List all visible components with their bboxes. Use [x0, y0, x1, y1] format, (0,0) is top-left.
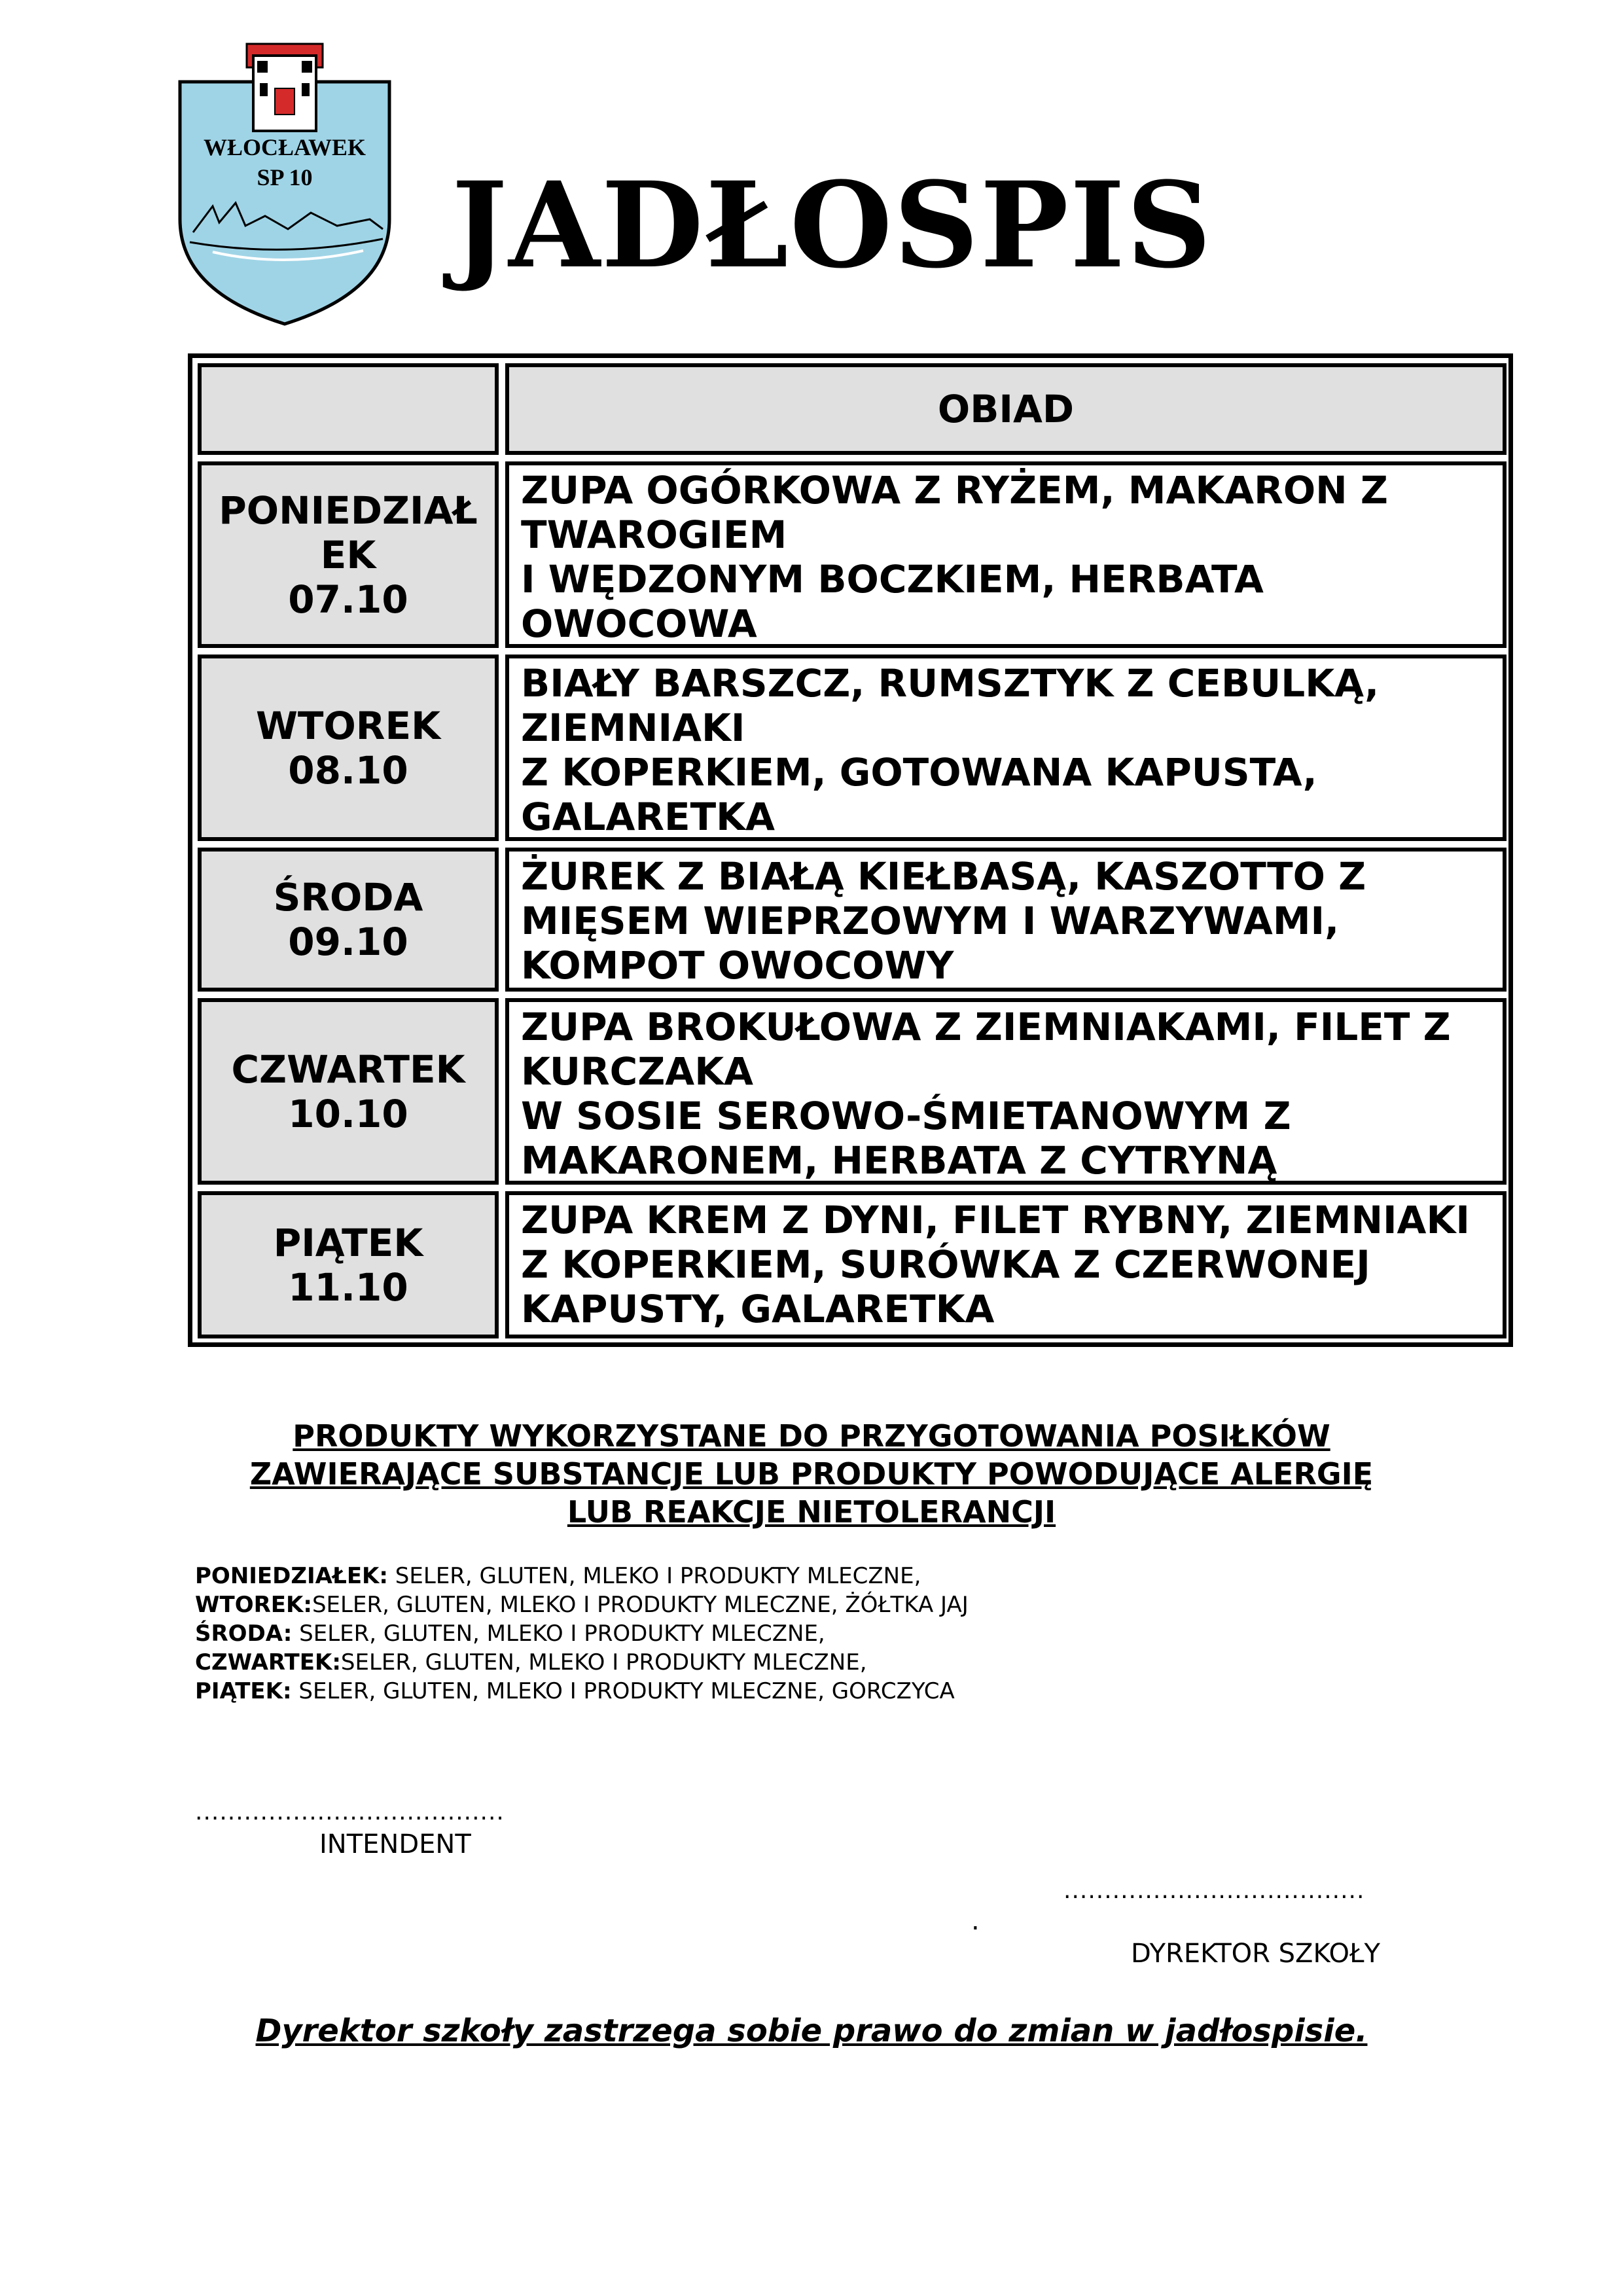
- school-coat-of-arms-logo: [173, 43, 396, 331]
- director-label: DYREKTOR SZKOŁY: [1131, 1939, 1380, 1969]
- allergen-row: [195, 1590, 969, 1619]
- allergen-day: CZWARTEK:: [195, 1649, 341, 1676]
- intendent-signature-line: ......................................: [195, 1799, 505, 1825]
- allergen-items: SELER, GLUTEN, MLEKO I PRODUKTY MLECZNE, ŻÓŁTKA JAJ: [312, 1592, 969, 1618]
- allergen-row: [195, 1677, 969, 1706]
- intendent-label: INTENDENT: [319, 1829, 471, 1859]
- day-name: ŚRODA: [273, 875, 423, 920]
- day-name: CZWARTEK: [231, 1047, 465, 1092]
- meal-line: BIAŁY BARSZCZ, RUMSZTYK Z CEBULKĄ,: [521, 661, 1380, 706]
- meal-cell-friday: [505, 1191, 1507, 1338]
- day-date: 08.10: [288, 747, 408, 793]
- meal-line: GALARETKA: [521, 795, 776, 839]
- day-date: 09.10: [288, 920, 408, 964]
- director-signature-line: .....................................: [1063, 1877, 1365, 1904]
- meal-line: I WĘDZONYM BOCZKIEM, HERBATA: [521, 557, 1264, 601]
- meal-line: Z KOPERKIEM, SURÓWKA Z CZERWONEJ: [521, 1242, 1370, 1287]
- meal-column-header: [505, 363, 1507, 455]
- meal-line: MIĘSEM WIEPRZOWYM I WARZYWAMI,: [521, 899, 1340, 943]
- day-cell-tuesday: [198, 655, 499, 841]
- allergen-row: [195, 1619, 969, 1648]
- allergen-day: PIĄTEK:: [195, 1678, 292, 1704]
- meal-cell-tuesday: [505, 655, 1507, 841]
- allergen-items: SELER, GLUTEN, MLEKO I PRODUKTY MLECZNE, GORCZYCA: [291, 1678, 955, 1704]
- logo-text-school: SP 10: [257, 164, 313, 190]
- day-cell-friday: [198, 1191, 499, 1338]
- meal-line: KAPUSTY, GALARETKA: [521, 1287, 995, 1331]
- meal-line: TWAROGIEM: [521, 512, 787, 557]
- allergen-items: SELER, GLUTEN, MLEKO I PRODUKTY MLECZNE,: [388, 1563, 921, 1589]
- menu-table: [188, 353, 1513, 1347]
- meal-cell-wednesday: [505, 848, 1507, 992]
- meal-line: ŻUREK Z BIAŁĄ KIEŁBASĄ, KASZOTTO Z: [521, 854, 1366, 899]
- allergen-items: SELER, GLUTEN, MLEKO I PRODUKTY MLECZNE,: [340, 1649, 867, 1676]
- meal-line: KOMPOT OWOCOWY: [521, 943, 954, 988]
- allergen-heading: [131, 1417, 1492, 1531]
- meal-line: ZUPA KREM Z DYNI, FILET RYBNY, ZIEMNIAKI: [521, 1198, 1470, 1242]
- allergen-heading-line: PRODUKTY WYKORZYSTANE DO PRZYGOTOWANIA POSIŁKÓW: [293, 1418, 1330, 1454]
- day-name: WTOREK: [255, 703, 441, 748]
- meal-line: ZUPA BROKUŁOWA Z ZIEMNIAKAMI, FILET Z: [521, 1005, 1451, 1049]
- day-cell-monday: [198, 461, 499, 648]
- day-date: 07.10: [288, 577, 408, 622]
- allergen-row: [195, 1562, 969, 1590]
- day-date: 11.10: [288, 1265, 408, 1310]
- day-cell-wednesday: [198, 848, 499, 992]
- meal-line: ZIEMNIAKI: [521, 706, 745, 750]
- meal-cell-thursday: [505, 998, 1507, 1185]
- allergen-day: ŚRODA:: [195, 1621, 293, 1647]
- meal-line: ZUPA OGÓRKOWA Z RYŻEM, MAKARON Z: [521, 468, 1388, 512]
- meal-cell-monday: [505, 461, 1507, 648]
- day-column-header: [198, 363, 499, 455]
- allergen-day: WTOREK:: [195, 1592, 312, 1618]
- column-header-label: OBIAD: [937, 387, 1075, 431]
- day-date: 10.10: [288, 1091, 408, 1136]
- meal-line: Z KOPERKIEM, GOTOWANA KAPUSTA,: [521, 750, 1317, 795]
- allergen-items: SELER, GLUTEN, MLEKO I PRODUKTY MLECZNE,: [292, 1621, 825, 1647]
- day-name: PONIEDZIAŁEK: [219, 488, 478, 577]
- allergen-day: PONIEDZIAŁEK:: [195, 1563, 388, 1589]
- director-stray-dot: .: [971, 1906, 980, 1936]
- logo-text-city: WŁOCŁAWEK: [203, 134, 366, 160]
- allergen-heading-line: LUB REAKCJE NIETOLERANCJI: [567, 1494, 1056, 1530]
- allergen-heading-line: ZAWIERAJĄCE SUBSTANCJE LUB PRODUKTY POWODUJĄCE ALERGIĘ: [249, 1456, 1374, 1492]
- meal-line: KURCZAKA: [521, 1049, 754, 1094]
- allergen-list: [195, 1562, 969, 1706]
- meal-line: OWOCOWA: [521, 601, 757, 646]
- footer-note: Dyrektor szkoły zastrzega sobie prawo do zmian w jadłospisie.: [255, 2013, 1368, 2049]
- allergen-row: [195, 1648, 969, 1677]
- meal-line: W SOSIE SEROWO-ŚMIETANOWYM Z: [521, 1094, 1291, 1138]
- day-name: PIĄTEK: [273, 1220, 423, 1265]
- day-cell-thursday: [198, 998, 499, 1185]
- meal-line: MAKARONEM, HERBATA Z CYTRYNĄ: [521, 1138, 1277, 1183]
- page-title: JADŁOSPIS: [452, 156, 1213, 295]
